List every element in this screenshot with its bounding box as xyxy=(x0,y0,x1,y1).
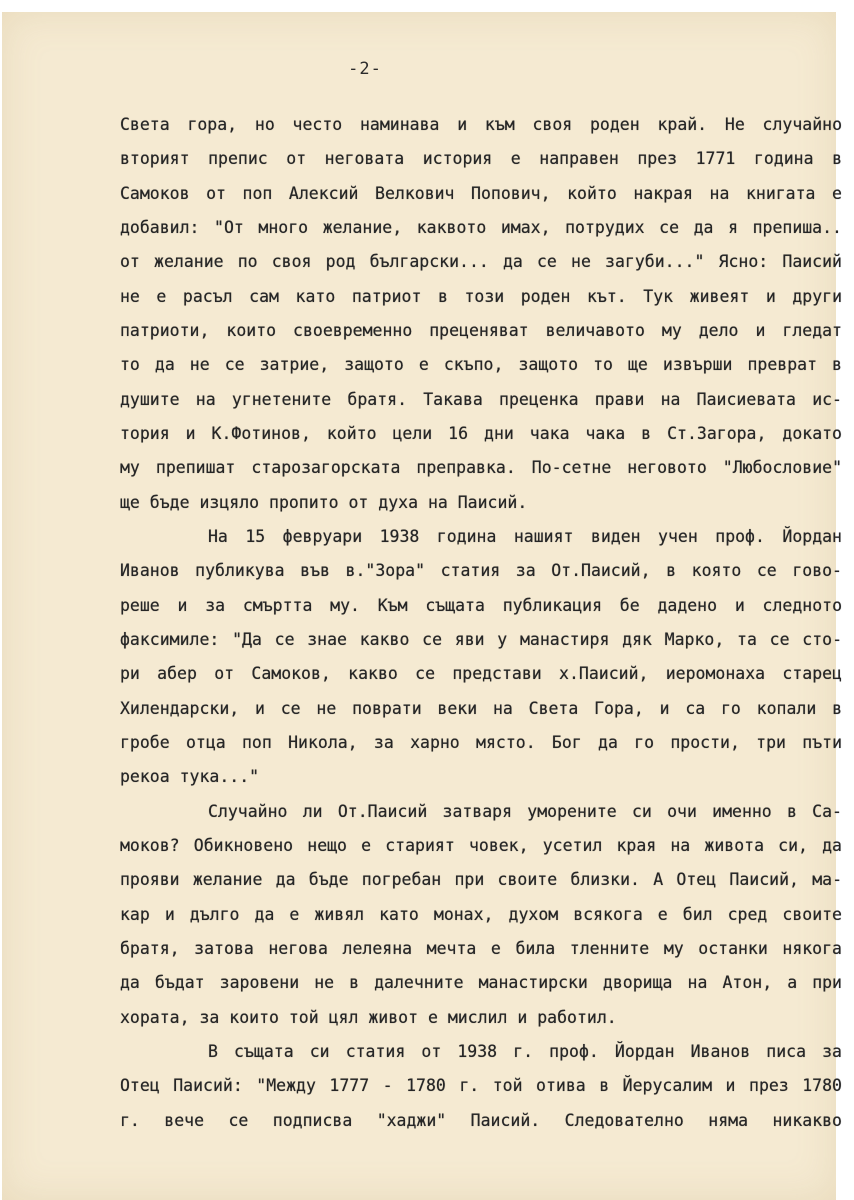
paper-sheet xyxy=(2,12,842,1200)
text-line: Иванов публикува във в."Зора" статия за От.Паисий, в която се гово- xyxy=(120,561,842,580)
text-line: моков? Обикновено нещо е старият човек, усетил края на живота си, да xyxy=(120,836,842,855)
text-line: Отец Паисий: "Между 1777 - 1780 г. той отива в Йерусалим и през 1780 xyxy=(120,1076,842,1095)
text-line: хората, за които той цял живот е мислил и работил. xyxy=(120,1008,617,1027)
paragraph-first-line: На 15 февруари 1938 година нашият виден учен проф. Йордан xyxy=(208,527,842,546)
text-line: рекоа тука..." xyxy=(120,767,260,786)
text-line: братя, затова негова лелеяна мечта е била тленните му останки някога xyxy=(120,939,842,958)
text-line: да бъдат заровени не в далечните манастирски дворища на Атон, а при xyxy=(120,973,842,992)
text-line: вторият препис от неговата история е направен през 1771 година в xyxy=(120,149,842,168)
paragraph-first-line: Случайно ли От.Паисий затваря уморените си очи именно в Са- xyxy=(208,802,842,821)
text-line: то да не се затрие, защото е скъпо, защото то ще извърши преврат в xyxy=(120,355,842,374)
paragraph-first-line: В същата си статия от 1938 г. проф. Йордан Иванов писа за xyxy=(208,1042,842,1061)
text-line: прояви желание да бъде погребан при своите близки. А Отец Паисий, ма- xyxy=(120,870,842,889)
text-line: ще бъде изцяло пропито от духа на Паисий. xyxy=(120,493,528,512)
text-line: г. вече се подписва "хаджи" Паисий. Следователно няма никакво xyxy=(120,1111,842,1130)
text-line: гробе отца поп Никола, за харно място. Бог да го прости, три пъти xyxy=(120,733,842,752)
text-line: не е расъл сам като патриот в този роден кът. Тук живеят и други xyxy=(120,287,842,306)
text-line: факсимиле: "Да се знае какво се яви у манастиря дяк Марко, та се сто- xyxy=(120,630,842,649)
text-line: тория и К.Фотинов, който цели 16 дни чака чака в Ст.Загора, докато xyxy=(120,424,842,443)
text-line: добавил: "От много желание, каквото имах, потрудих се да я препиша.. xyxy=(120,218,842,237)
text-line: Хилендарски, и се не поврати веки на Света Гора, и са го копали в xyxy=(120,699,842,718)
text-line: реше и за смъртта му. Към същата публикация бе дадено и следното xyxy=(120,596,842,615)
text-line: кар и дълго да е живял като монах, духом всякога е бил сред своите xyxy=(120,905,842,924)
text-line: Самоков от поп Алексий Велкович Попович, който накрая на книгата е xyxy=(120,184,842,203)
text-line: патриоти, които своевременно преценяват величавото му дело и гледат xyxy=(120,321,842,340)
text-line: ри абер от Самоков, какво се представи х.Паисий, иеромонаха старец xyxy=(120,664,842,683)
page-number: -2- xyxy=(348,59,382,79)
text-line: Света гора, но често наминава и към своя роден край. Не случайно xyxy=(120,115,842,134)
text-line: душите на угнетените братя. Такава преценка прави на Паисиевата ис- xyxy=(120,390,842,409)
text-line: му препишат старозагорската преправка. По-сетне неговото "Любословие" xyxy=(120,458,842,477)
text-line: от желание по своя род български... да се не загуби..." Ясно: Паисий xyxy=(120,252,842,271)
